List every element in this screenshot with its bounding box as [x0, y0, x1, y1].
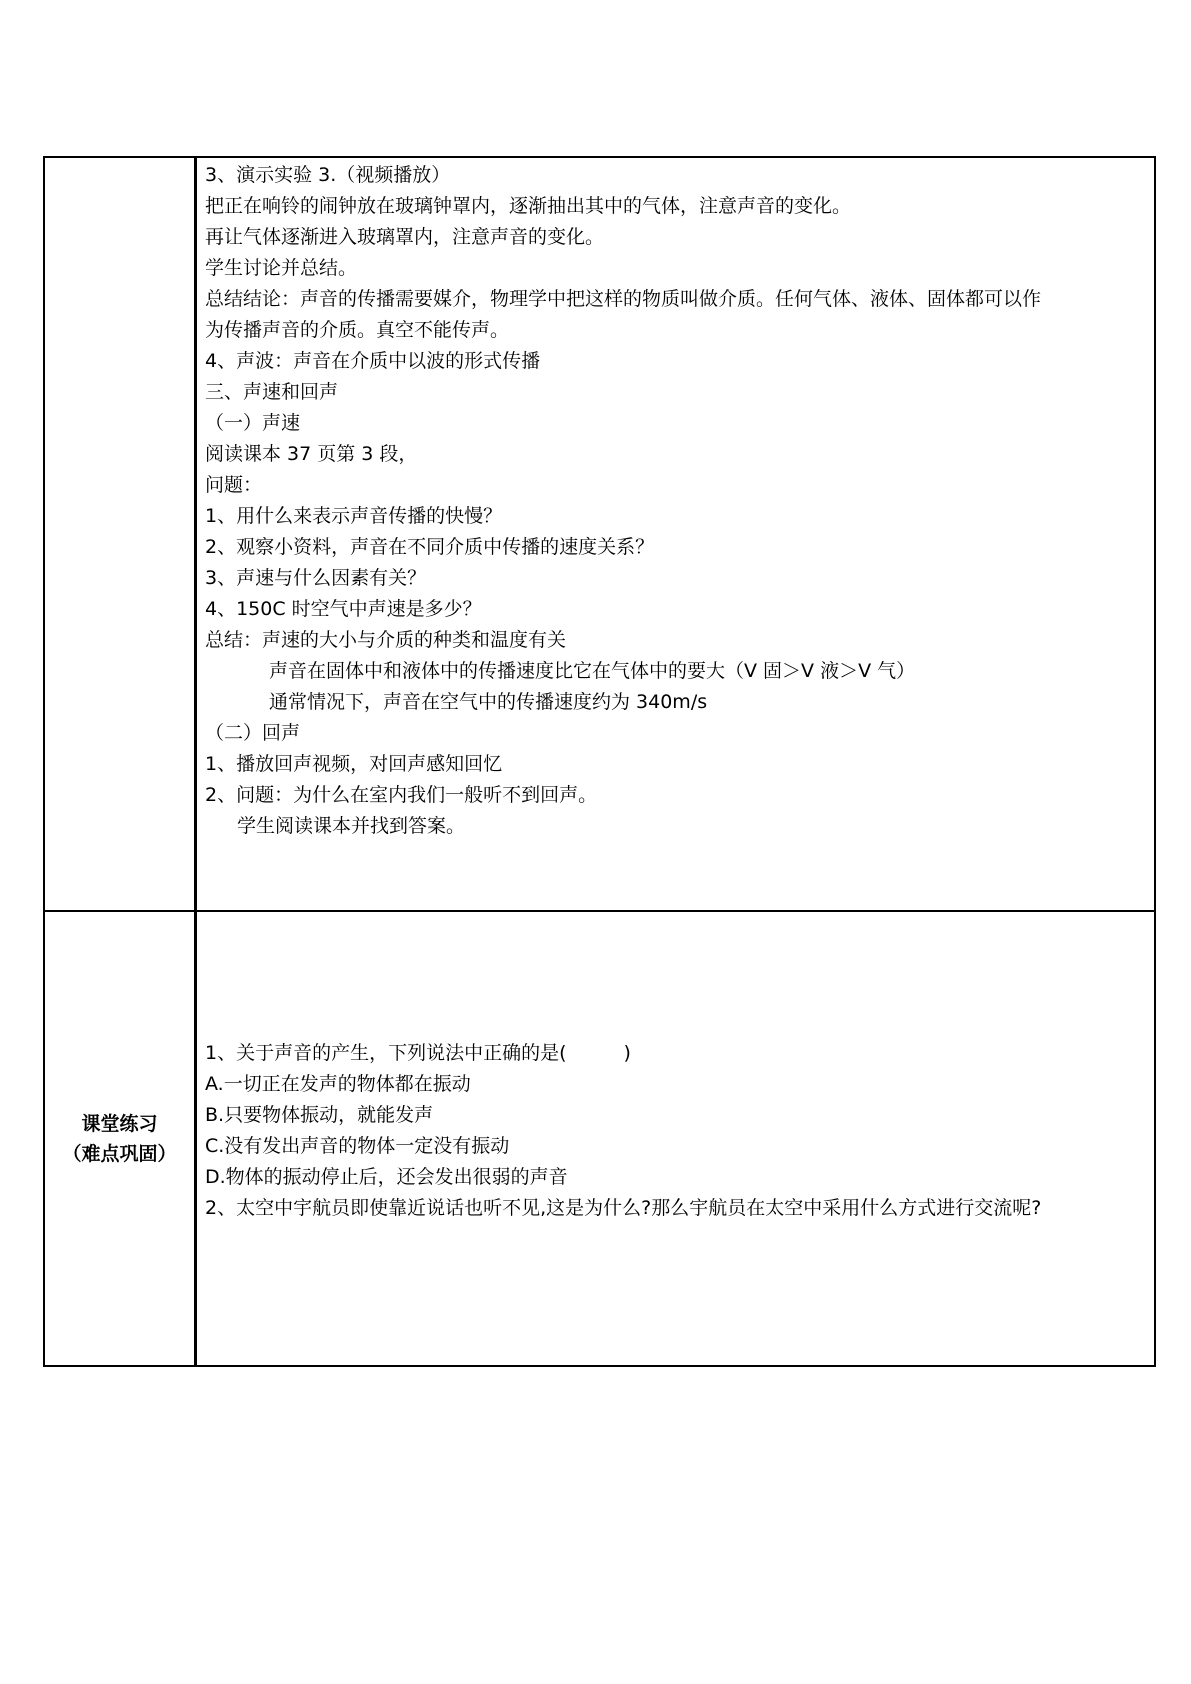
text-line: （二）回声 — [205, 722, 301, 744]
question-line: 1、关于声音的产生，下列说法中正确的是( ) — [205, 1042, 631, 1064]
row-label-title: 课堂练习 — [81, 1112, 158, 1135]
section-content — [205, 158, 1146, 842]
text-line: 问题： — [205, 474, 263, 496]
row-content-cell — [196, 157, 1156, 911]
text-line: 把正在响铃的闹钟放在玻璃钟罩内，逐渐抽出其中的气体，注意声音的变化。 — [205, 195, 852, 217]
row-label-cell-empty — [44, 157, 196, 911]
option-line: A.一切正在发声的物体都在振动 — [205, 1073, 471, 1095]
text-line: 总结结论：声音的传播需要媒介，物理学中把这样的物质叫做介质。任何气体、液体、固体都可以作 — [205, 288, 1042, 310]
question-line: 2、太空中宇航员即使靠近说话也听不见,这是为什么?那么宇航员在太空中采用什么方式进行交流呢? — [205, 1197, 1042, 1219]
text-line: 总结：声速的大小与介质的种类和温度有关 — [205, 629, 567, 651]
text-line: 2、问题：为什么在室内我们一般听不到回声。 — [205, 784, 598, 806]
text-line: 再让气体逐渐进入玻璃罩内，注意声音的变化。 — [205, 226, 605, 248]
table-row — [44, 911, 1155, 1366]
lesson-table — [43, 156, 1156, 1367]
text-line: 3、演示实验 3.（视频播放） — [205, 164, 451, 186]
text-line: 4、声波：声音在介质中以波的形式传播 — [205, 350, 541, 372]
text-line: 学生阅读课本并找到答案。 — [237, 815, 466, 837]
row-label-subtitle: （难点巩固） — [62, 1142, 177, 1165]
row-label-cell — [44, 911, 196, 1366]
option-line: C.没有发出声音的物体一定没有振动 — [205, 1135, 510, 1157]
table-row — [44, 157, 1155, 911]
text-line: 阅读课本 37 页第 3 段， — [205, 443, 418, 465]
option-line: B.只要物体振动，就能发声 — [205, 1104, 434, 1126]
text-line: 为传播声音的介质。真空不能传声。 — [205, 319, 510, 341]
text-line: 2、观察小资料，声音在不同介质中传播的速度关系？ — [205, 536, 655, 558]
row-content-cell — [196, 911, 1156, 1366]
text-line: 三、声速和回声 — [205, 381, 339, 403]
text-line: 声音在固体中和液体中的传播速度比它在气体中的要大（V 固＞V 液＞V 气） — [269, 660, 916, 682]
text-line: 4、150C 时空气中声速是多少？ — [205, 598, 482, 620]
text-line: 通常情况下，声音在空气中的传播速度约为 340m/s — [269, 691, 708, 713]
text-line: 1、用什么来表示声音传播的快慢？ — [205, 505, 503, 527]
option-line: D.物体的振动停止后，还会发出很弱的声音 — [205, 1166, 568, 1188]
text-line: 1、播放回声视频，对回声感知回忆 — [205, 753, 503, 775]
exercise-content — [205, 912, 1146, 1224]
text-line: 3、声速与什么因素有关？ — [205, 567, 427, 589]
text-line: （一）声速 — [205, 412, 301, 434]
text-line: 学生讨论并总结。 — [205, 257, 358, 279]
